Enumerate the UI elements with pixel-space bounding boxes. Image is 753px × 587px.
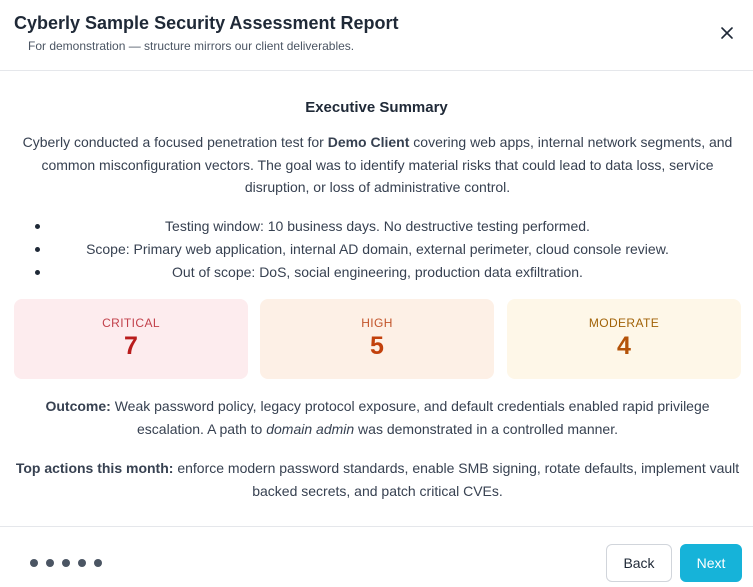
- client-name: Demo Client: [327, 134, 410, 150]
- list-item: [14, 215, 741, 238]
- next-button[interactable]: Next: [680, 544, 742, 582]
- high-count: 5: [370, 332, 384, 360]
- section-heading: Executive Summary: [305, 99, 448, 116]
- outcome-text-end: was demonstrated in a controlled manner.: [354, 420, 618, 437]
- intro-text-end: covering web apps, internal network segments, and common misconfiguration vectors. The goal was to identify material risks that could lead to data loss, service disruption, or loss of administrative control.: [41, 134, 733, 195]
- modal-subtitle: For demonstration — structure mirrors our client deliverables.: [28, 39, 355, 53]
- list-item: [14, 261, 741, 284]
- actions-label: Top actions this month:: [15, 460, 174, 476]
- step-dot[interactable]: [78, 559, 86, 567]
- modal-header: [0, 0, 753, 71]
- close-button[interactable]: [716, 22, 738, 44]
- step-dot[interactable]: [62, 559, 70, 567]
- modal-title: Cyberly Sample Security Assessment Report: [14, 13, 399, 33]
- step-dot[interactable]: [30, 559, 38, 567]
- critical-count: 7: [124, 332, 138, 360]
- list-item: [14, 238, 741, 261]
- modal-body: [0, 71, 753, 526]
- critical-card: [14, 299, 248, 379]
- step-dot[interactable]: [46, 559, 54, 567]
- critical-label: CRITICAL: [102, 316, 160, 330]
- outcome-label: Outcome:: [45, 398, 111, 414]
- high-card: [260, 299, 494, 379]
- moderate-count: 4: [617, 332, 631, 360]
- list-item-text: Testing window: 10 business days. No destructive testing performed.: [165, 218, 590, 234]
- bullet-dot-icon: [35, 224, 40, 229]
- moderate-card: [507, 299, 741, 379]
- bullet-dot-icon: [35, 247, 40, 252]
- summary-intro: [14, 131, 741, 199]
- outcome-paragraph: [14, 395, 741, 440]
- outcome-emphasis: domain admin: [266, 420, 355, 437]
- bullet-dot-icon: [35, 270, 40, 275]
- close-icon: [720, 26, 734, 40]
- actions-paragraph: [14, 457, 741, 502]
- moderate-label: MODERATE: [588, 316, 660, 330]
- modal-footer: [0, 526, 753, 587]
- high-label: HIGH: [361, 316, 393, 330]
- outcome-text-start: Weak password policy, legacy protocol exposure, and default credentials enabled rapid privilege escalation. A path to: [110, 398, 710, 437]
- step-dot[interactable]: [94, 559, 102, 567]
- back-button[interactable]: Back: [606, 544, 672, 582]
- list-item-text: Scope: Primary web application, internal AD domain, external perimeter, cloud console review.: [86, 241, 669, 257]
- scope-list: [14, 215, 741, 284]
- severity-cards: [14, 299, 742, 379]
- step-indicator: [30, 559, 102, 567]
- list-item-text: Out of scope: DoS, social engineering, production data exfiltration.: [172, 264, 583, 280]
- actions-text: enforce modern password standards, enable SMB signing, rotate defaults, implement vault backed secrets, and patch critical CVEs.: [173, 460, 740, 499]
- intro-text-start: Cyberly conducted a focused penetration test for: [22, 134, 328, 150]
